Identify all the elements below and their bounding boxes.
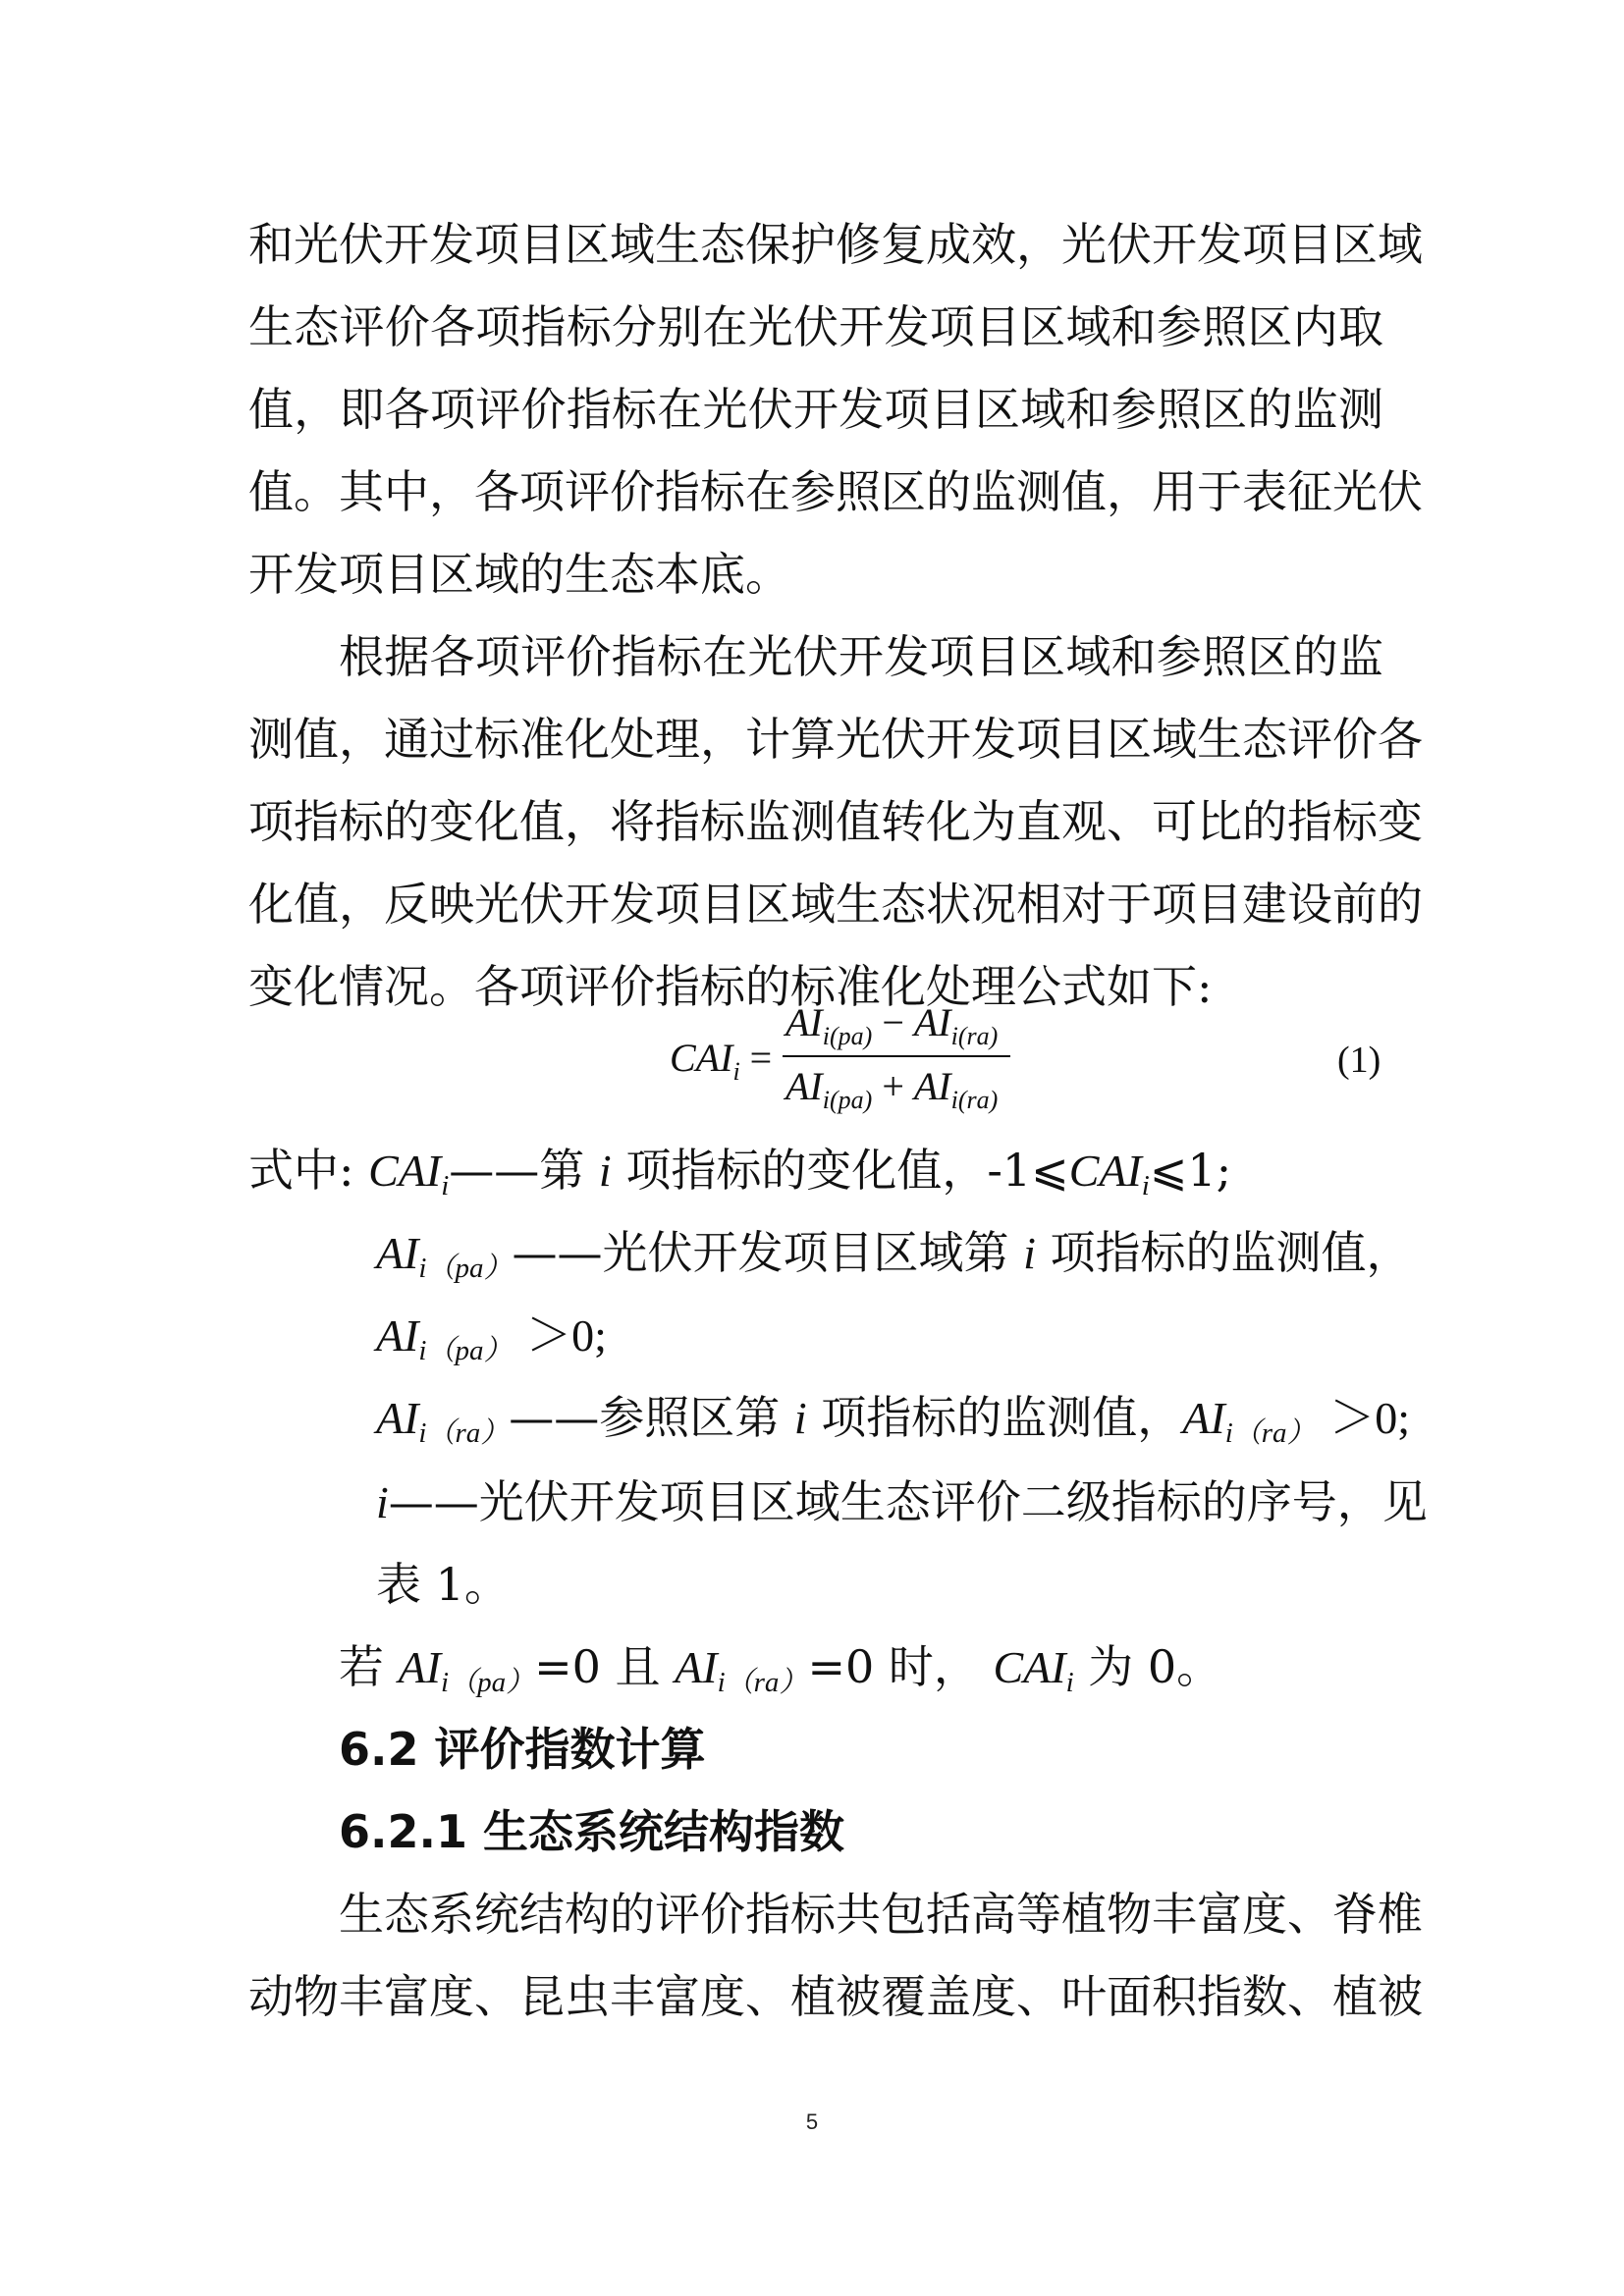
where-aipa-line: AIi（pa）——光伏开发项目区域第 i 项指标的监测值，	[376, 1226, 1412, 1284]
section-heading-6-2-1: 6.2.1 生态系统结构指数	[339, 1805, 844, 1858]
zero-condition-line: 若 AIi（pa）=0 且 AIi（ra）=0 时， CAIi 为 0。	[339, 1640, 1222, 1698]
fraction-bar	[783, 1055, 1010, 1057]
paragraph-last-line: 开发项目区域的生态本底。	[248, 548, 790, 601]
equation-lhs: $CAI_i$ =	[670, 1036, 773, 1086]
paragraph-line: 值。其中，各项评价指标在参照区的监测值，用于表征光伏	[248, 465, 1423, 518]
equation-number: (1)	[1337, 1040, 1381, 1081]
where-aira-line: AIi（ra）——参照区第 i 项指标的监测值，AIi（ra） ＞0;	[376, 1391, 1410, 1449]
paragraph-line: 生态评价各项指标分别在光伏开发项目区域和参照区内取	[248, 300, 1383, 353]
paragraph-line: 生态系统结构的评价指标共包括高等植物丰富度、脊椎	[339, 1888, 1423, 1941]
paragraph-last-line: 变化情况。各项评价指标的标准化处理公式如下:	[248, 960, 1213, 1013]
equation-denominator: $AI_{i(pa)} + AI_{i(ra)}$	[785, 1064, 999, 1114]
paragraph-line: 化值，反映光伏开发项目区域生态状况相对于项目建设前的	[248, 878, 1423, 931]
paragraph-line: 项指标的变化值，将指标监测值转化为直观、可比的指标变	[248, 795, 1423, 848]
where-i-line: i——光伏开发项目区域生态评价二级指标的序号，见	[376, 1475, 1428, 1528]
where-i-line-cont: 表 1。	[376, 1558, 510, 1611]
paragraph-line: 测值，通过标准化处理，计算光伏开发项目区域生态评价各	[248, 713, 1423, 766]
paragraph-line: 根据各项评价指标在光伏开发项目区域和参照区的监	[339, 630, 1383, 683]
equation-numerator: $AI_{i(pa)} - AI_{i(ra)}$	[785, 1000, 999, 1050]
where-cai-line: 式中: CAIi——第 i 项指标的变化值，-1⩽CAIi⩽1;	[248, 1144, 1232, 1201]
section-heading-6-2: 6.2 评价指数计算	[339, 1723, 706, 1776]
paragraph-line: 动物丰富度、昆虫丰富度、植被覆盖度、叶面积指数、植被	[248, 1970, 1423, 2023]
page-number: 5	[805, 2109, 819, 2134]
where-aipa-condition: AIi（pa） ＞0;	[376, 1310, 607, 1366]
paragraph-line: 和光伏开发项目区域生态保护修复成效，光伏开发项目区域	[248, 218, 1423, 271]
paragraph-line: 值，即各项评价指标在光伏开发项目区域和参照区的监测	[248, 383, 1383, 436]
